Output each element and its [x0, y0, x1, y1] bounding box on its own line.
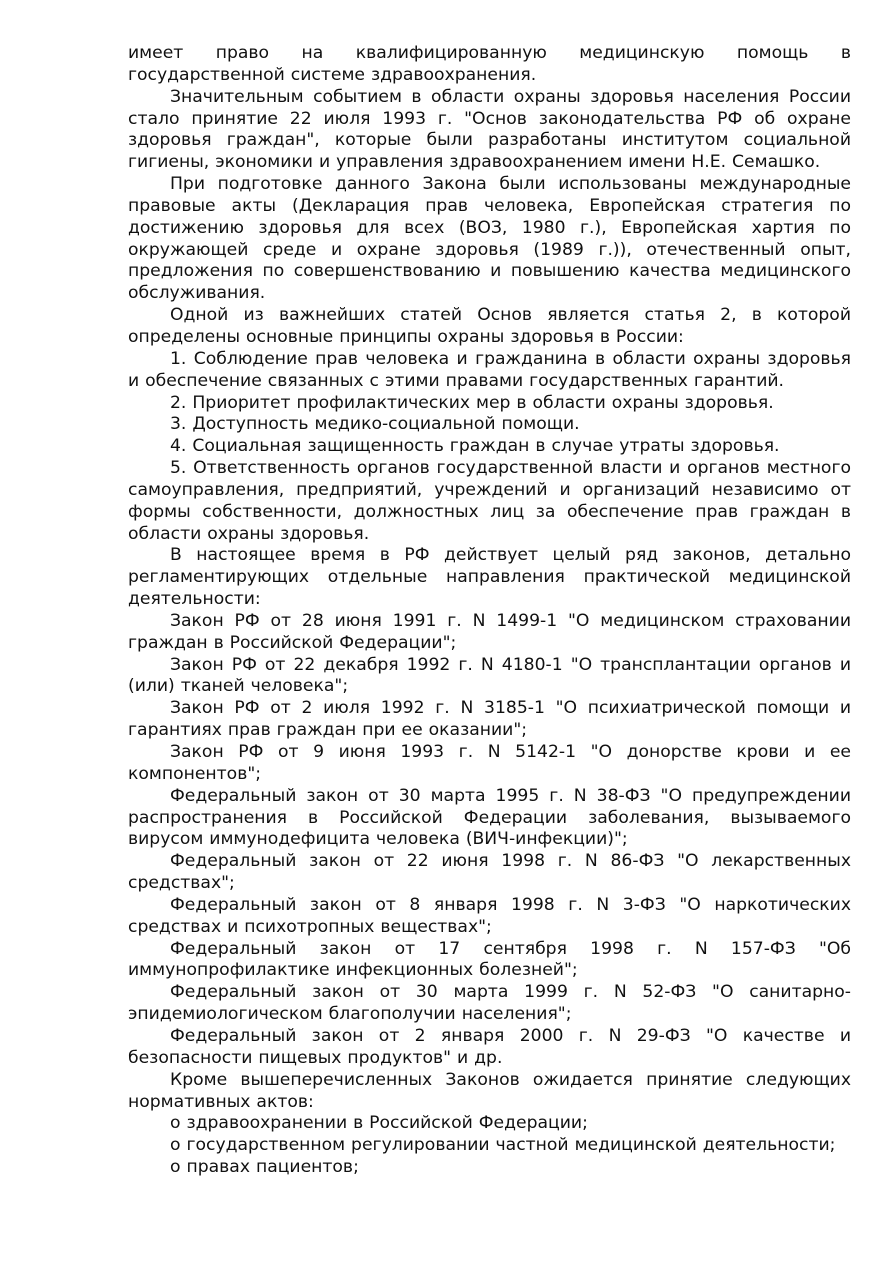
principle-item: 2. Приоритет профилактических мер в области охраны здоровья.	[170, 392, 774, 413]
law-item: Федеральный закон от 22 июня 1998 г. N 86-ФЗ "О лекарственных средствах";	[128, 851, 851, 894]
paragraph: имеет право на квалифицированную медицинскую помощь в государственной системе здравоохранения.	[128, 43, 851, 85]
principle-item: 1. Соблюдение прав человека и гражданина в области охраны здоровья и обеспечение связанных с этими правами государственных гарантий.	[128, 348, 851, 391]
law-item: Закон РФ от 22 декабря 1992 г. N 4180-1 "О трансплантации органов и (или) тканей человека";	[128, 654, 851, 697]
law-item: Федеральный закон от 30 марта 1995 г. N 38-ФЗ "О предупреждении распространения в Российской Федерации заболевания, вызываемого вирусом иммунодефицита человека (ВИЧ-инфекции)";	[128, 785, 851, 850]
principle-item: 4. Социальная защищенность граждан в случае утраты здоровья.	[170, 436, 780, 457]
paragraph: Одной из важнейших статей Основ является статья 2, в которой определены основные принципы охраны здоровья в России:	[128, 305, 851, 347]
expected-act-item: о правах пациентов;	[170, 1157, 359, 1178]
principle-item: 3. Доступность медико-социальной помощи.	[170, 414, 580, 435]
paragraph: При подготовке данного Закона были использованы международные правовые акты (Декларация прав человека, Европейская стратегия по достижению здоровья для всех (ВОЗ, 1980 г.), Европейская хартия по окружающей среде и охране здоровья (1989 г.)), отечественный опыт, предложения по совершенствованию и повышению качества медицинского обслуживания.	[128, 174, 851, 304]
law-item: Закон РФ от 28 июня 1991 г. N 1499-1 "О медицинском страховании граждан в Российской Федерации";	[128, 610, 851, 653]
document-page	[128, 43, 851, 1179]
law-item: Федеральный закон от 8 января 1998 г. N 3-ФЗ "О наркотических средствах и психотропных веществах";	[128, 894, 851, 937]
expected-act-item: о здравоохранении в Российской Федерации;	[170, 1113, 588, 1134]
law-item: Закон РФ от 9 июня 1993 г. N 5142-1 "О донорстве крови и ее компонентов";	[128, 742, 851, 784]
paragraph: В настоящее время в РФ действует целый ряд законов, детально регламентирующих отдельные направления практической медицинской деятельности:	[128, 545, 851, 610]
law-item: Федеральный закон от 30 марта 1999 г. N 52-ФЗ "О санитарно-эпидемиологическом благополучии населения";	[128, 982, 851, 1025]
paragraph: Кроме вышеперечисленных Законов ожидается принятие следующих нормативных актов:	[128, 1069, 851, 1112]
paragraph: Значительным событием в области охраны здоровья населения России стало принятие 22 июля 1993 г. "Основ законодательства РФ об охране здоровья граждан", которые были разработаны институтом социальной гигиены, экономики и управления здравоохранением имени Н.Е. Семашко.	[128, 86, 851, 173]
law-item: Федеральный закон от 2 января 2000 г. N 29-ФЗ "О качестве и безопасности пищевых продуктов" и др.	[128, 1025, 851, 1068]
law-item: Закон РФ от 2 июля 1992 г. N 3185-1 "О психиатрической помощи и гарантиях прав граждан при ее оказании";	[128, 698, 851, 741]
law-item: Федеральный закон от 17 сентября 1998 г. N 157-ФЗ "Об иммунопрофилактике инфекционных болезней";	[128, 938, 851, 981]
principle-item: 5. Ответственность органов государственной власти и органов местного самоуправления, предприятий, учреждений и организаций независимо от формы собственности, должностных лиц за обеспечение прав граждан в области охраны здоровья.	[128, 458, 851, 544]
expected-act-item: о государственном регулировании частной медицинской деятельности;	[170, 1135, 836, 1156]
